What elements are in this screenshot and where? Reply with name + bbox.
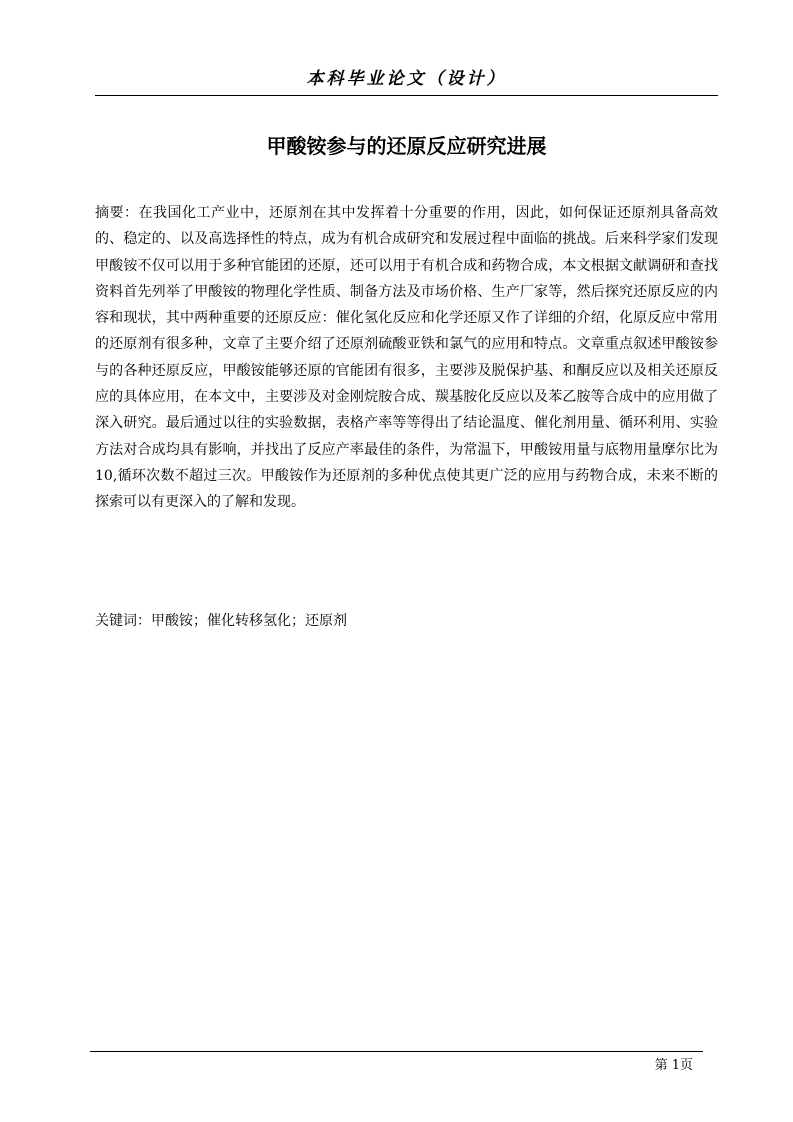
running-header: 本科毕业论文（设计） (306, 69, 507, 89)
abstract-text: 在我国化工产业中，还原剂在其中发挥着十分重要的作用，因此，如何保证还原剂具备高效的、稳定的、以及高选择性的特点，成为有机合成研究和发展过程中面临的挑战。后来科学家们发现甲酸铵不仅可以用于多种官能团的还原，还可以用于有机合成和药物合成，本文根据文献调研和查找资料首先列举了甲酸铵的物理化学性质、制备方法及市场价格、生产厂家等，然后探究还原反应的内容和现状，其中两种重要的还原反应：催化氢化反应和化学还原又作了详细的介绍，化原反应中常用的还原剂有很多种，文章了主要介绍了还原剂硫酸亚铁和氯气的应用和特点。文章重点叙述甲酸铵参与的各种还原反应，甲酸铵能够还原的官能团有很多，主要涉及脱保护基、和酮反应以及相关还原反应的具体应用，在本文中，主要涉及对金刚烷胺合成、羰基胺化反应以及苯乙胺等合成中的应用做了深入研究。最后通过以往的实验数据，表格产率等等得出了结论温度、催化剂用量、循环利用、实验方法对合成均具有影响，并找出了反应产率最佳的条件，为常温下，甲酸铵用量与底物用量摩尔比为10,循环次数不超过三次。甲酸铵作为还原剂的多种优点使其更广泛的应用与药物合成，未来不断的探索可以有更深入的了解和发现。 (95, 205, 718, 511)
document-title: 甲酸铵参与的还原反应研究进展 (266, 134, 547, 158)
abstract-label: 摘要： (95, 205, 139, 221)
keywords-label: 关键词： (95, 613, 151, 629)
keywords-line (95, 608, 718, 634)
footer-divider (90, 1051, 703, 1052)
keywords-text: 甲酸铵；催化转移氢化；还原剂 (151, 613, 347, 629)
header-divider (95, 95, 718, 96)
abstract-paragraph (95, 200, 718, 516)
page-number: 第 1页 (654, 1058, 693, 1073)
